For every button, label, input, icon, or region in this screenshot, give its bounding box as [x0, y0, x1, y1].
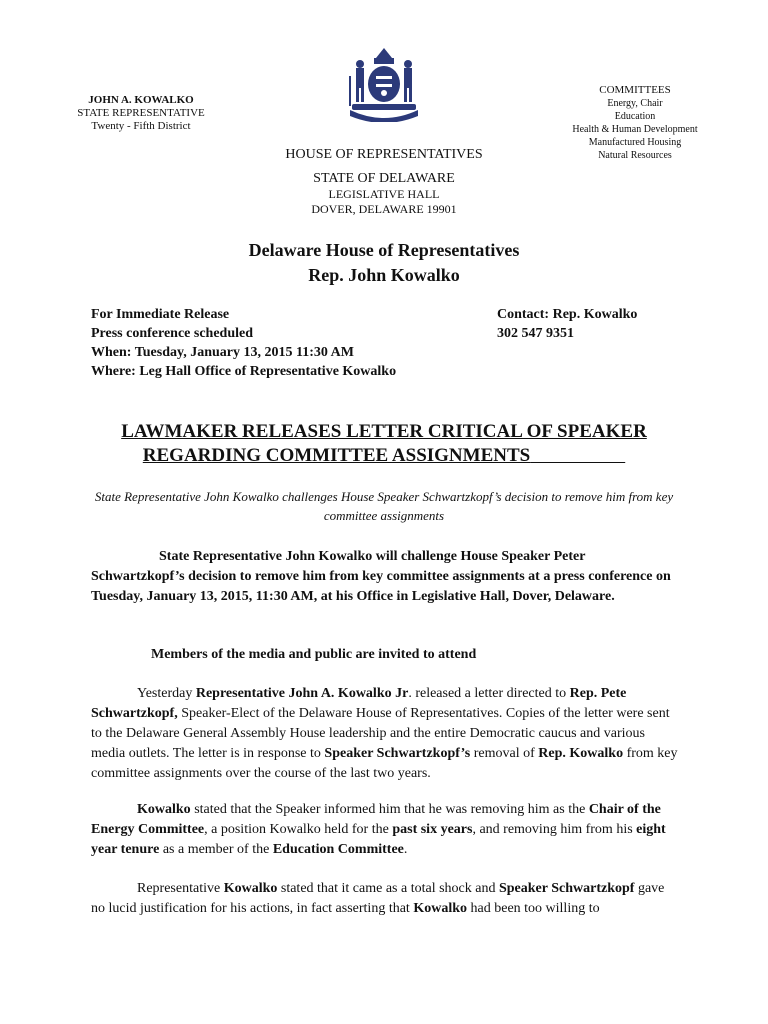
rep-district: Twenty - Fifth District	[91, 120, 191, 132]
release-details	[91, 305, 471, 381]
p3-text: Speaker-Elect of the Delaware House of Representatives. Copies of the letter were sent to the Delaware General Assembly House leadership and the entire Democratic caucus and various media outlets. The letter is in response to	[91, 706, 670, 761]
p3-bold: Speaker Schwartzkopf’s	[324, 746, 471, 761]
p5-bold: Speaker Schwartzkopf	[498, 881, 635, 896]
p5-text: had been too willing to	[467, 901, 600, 916]
committee-item: Energy, Chair	[607, 98, 663, 109]
headline-line-2-text: REGARDING COMMITTEE ASSIGNMENTS	[142, 445, 531, 466]
p4-text: stated that the Speaker informed him that he was removing him as the	[190, 802, 589, 817]
committee-item: Education	[614, 111, 656, 122]
paragraph-1-text: State Representative John Kowalko will challenge House Speaker Peter Schwartzkopf’s decision to remove him from key committee assignments at a press conference on Tuesday, January 13, 2015, 11:30 AM, at his Office in Legislative Hall, Dover, Delaware.	[91, 549, 671, 604]
p5-text: gave no lucid justification for his actions, in fact asserting that	[91, 881, 665, 916]
subheadline: State Representative John Kowalko challenges House Speaker Schwartzkopf’s decision to remove him from key committee assignments	[94, 489, 674, 523]
rep-title: STATE REPRESENTATIVE	[77, 107, 205, 119]
contact-phone: 302 547 9351	[497, 326, 574, 341]
release-line: Where: Leg Hall Office of Representative Kowalko	[91, 364, 397, 379]
release-line: When: Tuesday, January 13, 2015 11:30 AM	[91, 345, 354, 360]
release-line: For Immediate Release	[91, 307, 230, 322]
p3-text: . released a letter directed to	[408, 686, 570, 701]
committees-heading: COMMITTEES	[599, 84, 671, 96]
committees-block	[560, 84, 710, 162]
headline-line-2	[60, 444, 708, 468]
paragraph-2: Members of the media and public are invited to attend	[151, 647, 477, 662]
house-line-1: HOUSE OF REPRESENTATIVES	[285, 147, 483, 162]
p5-bold: Kowalko	[413, 901, 468, 916]
p4-text: as a member of the	[159, 842, 273, 857]
p3-bold: Rep. Kowalko	[538, 746, 624, 761]
paragraph-5	[91, 879, 681, 919]
document-heading	[84, 238, 684, 288]
house-address	[234, 146, 534, 217]
p4-text: , a position Kowalko held for the	[204, 822, 393, 837]
release-line: Press conference scheduled	[91, 326, 254, 341]
contact-name: Contact: Rep. Kowalko	[497, 307, 638, 322]
paragraph-4	[91, 800, 681, 860]
p4-bold: Chair of the Energy Committee	[91, 802, 661, 837]
p5-text: stated that it came as a total shock and	[277, 881, 499, 896]
heading-line-2: Rep. John Kowalko	[308, 265, 460, 285]
house-line-3: LEGISLATIVE HALL	[328, 187, 440, 201]
p5-bold: Kowalko	[223, 881, 278, 896]
p4-bold: Kowalko	[137, 802, 191, 817]
committee-item: Manufactured Housing	[588, 137, 682, 148]
p4-text: .	[403, 842, 408, 857]
p3-bold: Rep. Pete Schwartzkopf,	[91, 686, 627, 721]
headline-line-1: LAWMAKER RELEASES LETTER CRITICAL OF SPEAKER	[121, 421, 647, 442]
representative-block	[46, 94, 236, 133]
p3-text: Yesterday	[137, 686, 196, 701]
p5-text: Representative	[137, 881, 224, 896]
house-line-4: DOVER, DELAWARE 19901	[311, 202, 457, 216]
p4-bold: Education Committee	[272, 842, 404, 857]
rep-name: JOHN A. KOWALKO	[88, 94, 194, 106]
paragraph-3	[91, 684, 681, 784]
heading-line-1: Delaware House of Representatives	[248, 240, 520, 260]
press-headline	[60, 420, 708, 468]
delaware-seal-icon	[342, 46, 426, 122]
p4-text: , and removing him from his	[472, 822, 637, 837]
paragraph-1	[91, 547, 681, 607]
p4-bold: eight year tenure	[91, 822, 666, 857]
p3-text: from key committee assignments over the course of the last two years.	[91, 746, 678, 781]
house-line-2: STATE OF DELAWARE	[313, 171, 455, 186]
contact-details	[497, 305, 697, 343]
p3-bold: Representative John A. Kowalko Jr	[195, 686, 409, 701]
p4-bold: past six years	[392, 822, 473, 837]
committee-item: Natural Resources	[598, 150, 672, 161]
p3-text: removal of	[470, 746, 539, 761]
committee-item: Health & Human Development	[572, 124, 698, 135]
